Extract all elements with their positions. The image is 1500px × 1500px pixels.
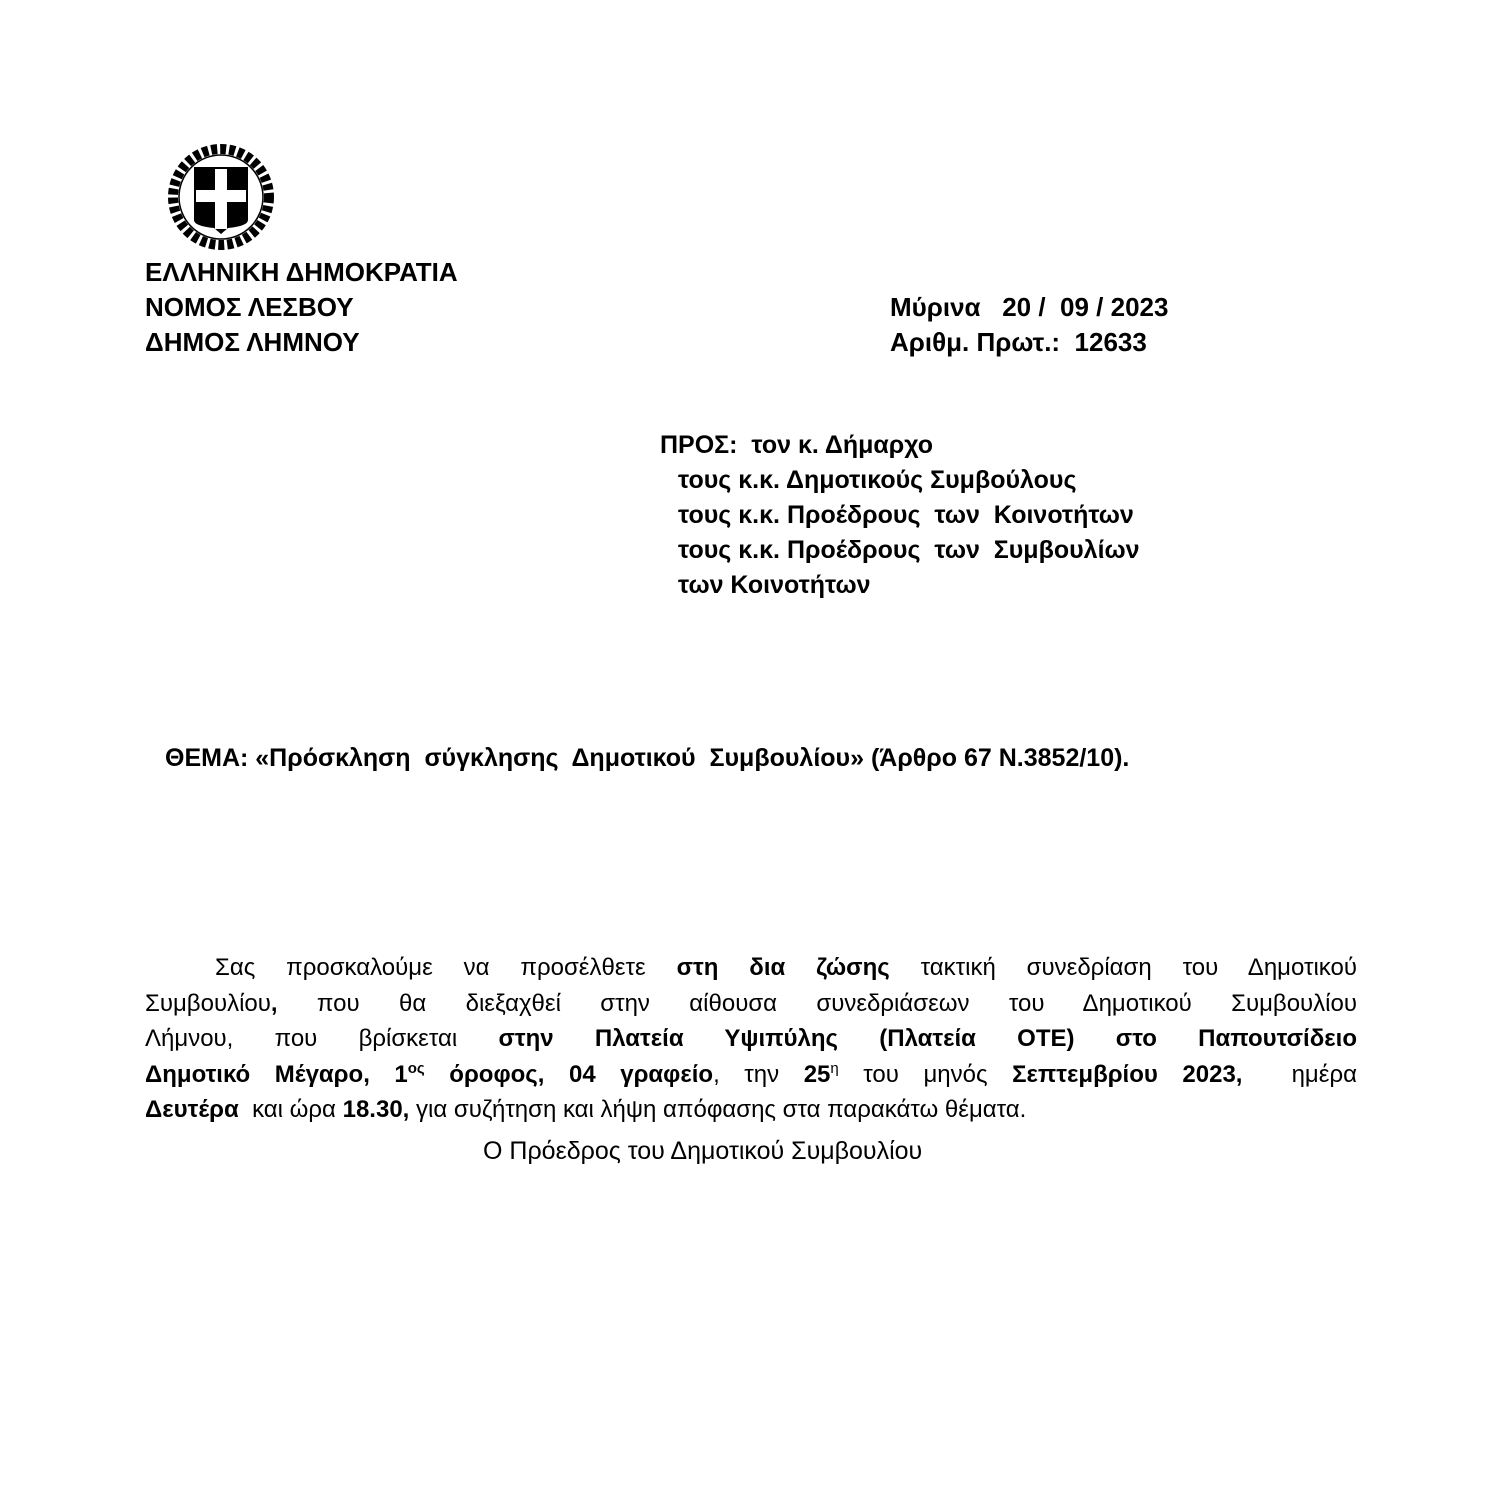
- prefecture-line: ΝΟΜΟΣ ΛΕΣΒΟΥ: [145, 292, 354, 322]
- recipient-line: τους κ.κ. Προέδρους των Συμβουλίων: [678, 536, 1140, 564]
- country-line: ΕΛΛΗΝΙΚΗ ΔΗΜΟΚΡΑΤΙΑ: [145, 257, 458, 287]
- body-line: [145, 1092, 1357, 1128]
- issuer-header: [145, 255, 458, 360]
- text-run: που θα διεξαχθεί στην αίθουσα συνεδριάσεων του Δημοτικού Συμβουλίου: [277, 989, 1357, 1017]
- body-line: [145, 1057, 1357, 1093]
- text-run-bold: Δημοτικό Μέγαρο, 1: [145, 1060, 408, 1088]
- date-protocol-block: [890, 290, 1168, 360]
- meeting-location: στην Πλατεία Υψιπύλης (Πλατεία ΟΤΕ) στο Παπουτσίδειο: [498, 1025, 1357, 1052]
- municipality-line: ΔΗΜΟΣ ΛΗΜΝΟΥ: [145, 327, 360, 357]
- recipient-line: τους κ.κ. Δημοτικούς Συμβούλους: [678, 466, 1077, 494]
- text-run: ημέρα: [1242, 1060, 1357, 1088]
- recipients-label: ΠΡΟΣ: τον κ. Δήμαρχο: [660, 431, 934, 459]
- body-line: [145, 986, 1357, 1022]
- protocol-number: Αριθμ. Πρωτ.: 12633: [890, 327, 1147, 357]
- invitation-body: [145, 950, 1357, 1128]
- meeting-month: Σεπτεμβρίου 2023,: [1012, 1060, 1243, 1088]
- subject-line: ΘΕΜΑ: «Πρόσκληση σύγκλησης Δημοτικού Συμβουλίου» (Άρθρο 67 Ν.3852/10).: [165, 744, 1130, 772]
- recipient-line: τους κ.κ. Προέδρους των Κοινοτήτων: [678, 501, 1134, 529]
- recipient-line: των Κοινοτήτων: [678, 571, 871, 599]
- body-line: [145, 950, 1357, 986]
- date-line: Μύρινα 20 / 09 / 2023: [890, 292, 1169, 322]
- text-run: για συζήτηση και λήψη απόφασης στα παρακάτω θέματα.: [409, 1096, 1027, 1123]
- text-run: Σας προσκαλούμε να προσέλθετε: [215, 954, 677, 981]
- superscript: ος: [407, 1059, 425, 1077]
- text-run: του μηνός: [838, 1060, 1013, 1088]
- text-run: Συμβουλίου: [145, 989, 271, 1017]
- text-run: , την: [713, 1060, 804, 1088]
- text-run: τακτική συνεδρίαση του Δημοτικού: [889, 954, 1357, 981]
- text-run-bold: όροφος, 04 γραφείο: [424, 1060, 714, 1088]
- greek-coat-of-arms-emblem: [166, 142, 276, 252]
- text-run-bold: ,: [270, 989, 278, 1017]
- signature-title: Ο Πρόεδρος του Δημοτικού Συμβουλίου: [483, 1137, 923, 1165]
- text-run-bold: στη δια ζώσης: [676, 954, 890, 981]
- text-run: Λήμνου, που βρίσκεται: [145, 1025, 499, 1052]
- meeting-day: 25: [803, 1060, 831, 1088]
- recipients-block: [660, 428, 1140, 603]
- meeting-weekday: Δευτέρα: [145, 1096, 239, 1123]
- body-line: [145, 1021, 1357, 1057]
- text-run: και ώρα: [238, 1096, 343, 1123]
- meeting-time: 18.30,: [342, 1096, 410, 1123]
- superscript: η: [830, 1059, 839, 1077]
